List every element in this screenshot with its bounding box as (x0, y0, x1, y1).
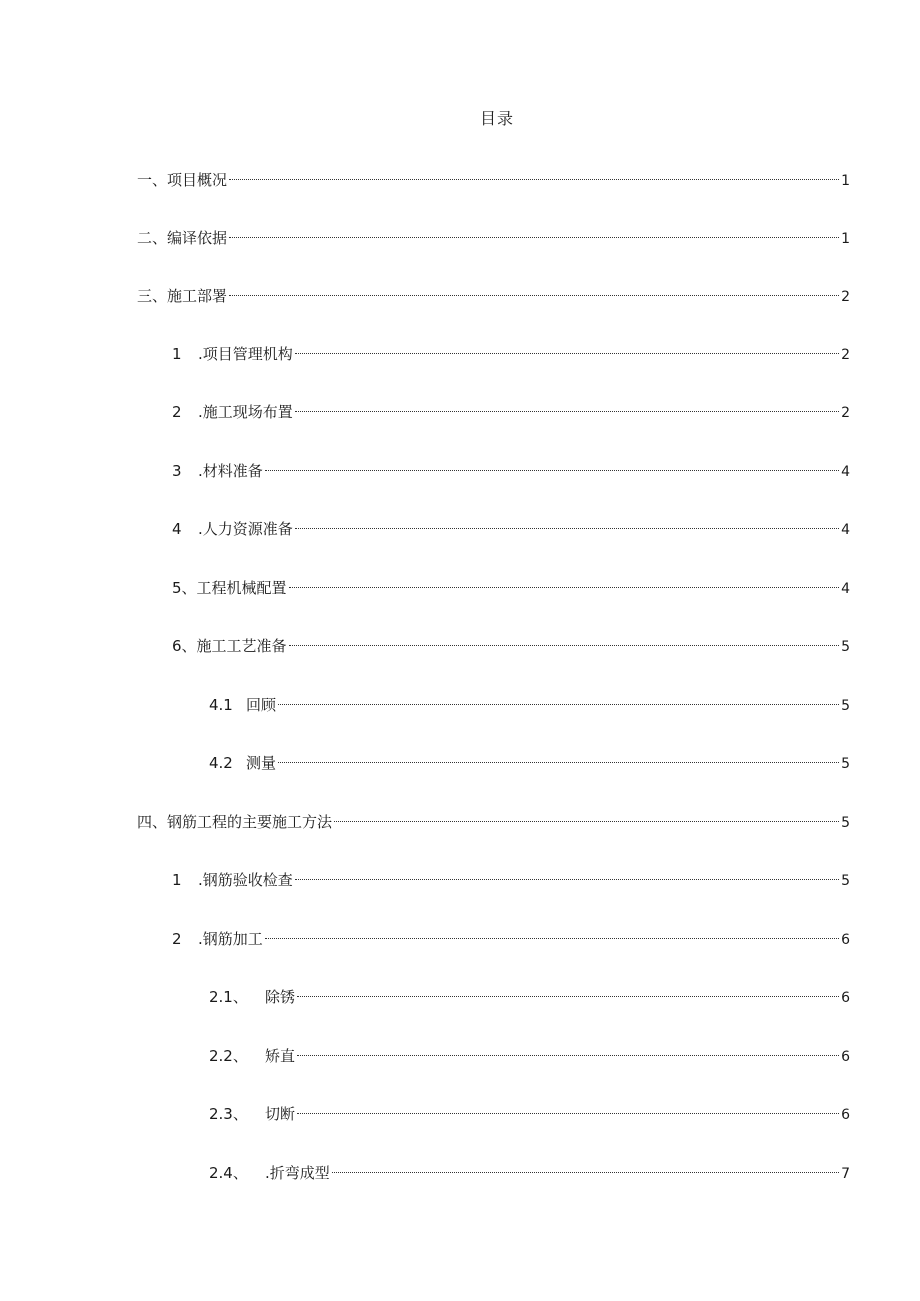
toc-entry-label: 6、施工工艺准备 (172, 637, 287, 655)
dot-leader (265, 938, 839, 939)
toc-entry-page: 5 (841, 815, 850, 831)
toc-entry[interactable] (137, 810, 850, 834)
toc-entry[interactable] (137, 226, 850, 250)
toc-entry-number: 3 (172, 462, 182, 480)
toc-entry-page: 5 (841, 756, 850, 772)
toc-entry[interactable] (209, 1102, 850, 1126)
dot-leader (289, 645, 840, 646)
toc-entry-label: .折弯成型 (265, 1164, 330, 1182)
toc-entry-page: 2 (841, 347, 850, 363)
toc-entry-page: 1 (841, 231, 850, 247)
dot-leader (295, 353, 839, 354)
dot-leader (278, 762, 839, 763)
toc-entry-page: 2 (841, 289, 850, 305)
toc-entry-label: 三、施工部署 (137, 287, 228, 305)
dot-leader (334, 821, 839, 822)
dot-leader (295, 411, 839, 412)
toc-entry-page: 4 (841, 464, 850, 480)
dot-leader (265, 470, 839, 471)
toc-entry-page: 4 (841, 522, 850, 538)
toc-entry-number: 2.3、 (209, 1105, 248, 1123)
toc-entry[interactable] (172, 517, 850, 541)
toc-entry-label: 除锈 (265, 988, 296, 1006)
toc-entry-label: 二、编译依据 (137, 229, 228, 247)
toc-entry-page: 2 (841, 405, 850, 421)
toc-entry[interactable] (209, 1161, 850, 1185)
toc-entry-label: .施工现场布置 (198, 403, 293, 421)
toc-entry-number: 2.2、 (209, 1047, 248, 1065)
toc-entry-label: .人力资源准备 (198, 520, 293, 538)
toc-entry[interactable] (137, 168, 850, 192)
toc-entry[interactable] (209, 1044, 850, 1068)
toc-entry-page: 1 (841, 173, 850, 189)
toc-entry-label: 矫直 (265, 1047, 296, 1065)
toc-entry-page: 6 (841, 990, 850, 1006)
toc-entry-page: 6 (841, 1107, 850, 1123)
toc-entry[interactable] (209, 985, 850, 1009)
toc-entry-page: 6 (841, 1049, 850, 1065)
toc-entry[interactable] (172, 400, 850, 424)
toc-entry-label: 测量 (246, 754, 277, 772)
dot-leader (289, 587, 840, 588)
dot-leader (297, 996, 839, 997)
dot-leader (332, 1172, 839, 1173)
toc-entry[interactable] (172, 927, 850, 951)
toc-entry-number: 2 (172, 930, 182, 948)
dot-leader (229, 295, 839, 296)
toc-entry-label: .项目管理机构 (198, 345, 293, 363)
toc-entry-label: 回顾 (246, 696, 277, 714)
toc-entry[interactable] (172, 342, 850, 366)
toc-entry-label: .材料准备 (198, 462, 263, 480)
toc-entry-number: 2.1、 (209, 988, 248, 1006)
toc-entry-page: 5 (841, 698, 850, 714)
toc-entry[interactable] (209, 751, 850, 775)
toc-entry-number: 2 (172, 403, 182, 421)
toc-entry-label: .钢筋验收检查 (198, 871, 293, 889)
toc-entry-page: 6 (841, 932, 850, 948)
toc-entry-number: 4.1 (209, 696, 233, 714)
toc-entry-number: 4 (172, 520, 182, 538)
toc-entry[interactable] (172, 634, 850, 658)
dot-leader (297, 1113, 839, 1114)
toc-entry-number: 2.4、 (209, 1164, 248, 1182)
toc-entry-page: 5 (841, 639, 850, 655)
toc-entry-number: 1 (172, 871, 182, 889)
dot-leader (295, 879, 839, 880)
toc-entry[interactable] (172, 868, 850, 892)
toc-entry-number: 4.2 (209, 754, 233, 772)
toc-entry[interactable] (172, 576, 850, 600)
toc-title: 目录 (479, 109, 514, 128)
toc-entry-label: 切断 (265, 1105, 296, 1123)
toc-entry-page: 4 (841, 581, 850, 597)
dot-leader (295, 528, 839, 529)
dot-leader (229, 237, 839, 238)
toc-entry[interactable] (172, 459, 850, 483)
toc-entry-number: 1 (172, 345, 182, 363)
toc-entry[interactable] (209, 693, 850, 717)
toc-entry-label: 一、项目概况 (137, 171, 228, 189)
dot-leader (229, 179, 839, 180)
dot-leader (297, 1055, 839, 1056)
toc-entry-label: .钢筋加工 (198, 930, 263, 948)
toc-entry-page: 5 (841, 873, 850, 889)
toc-entry-label: 5、工程机械配置 (172, 579, 287, 597)
toc-entry-page: 7 (841, 1166, 850, 1182)
dot-leader (278, 704, 839, 705)
toc-entry-label: 四、钢筋工程的主要施工方法 (137, 813, 333, 831)
toc-entry[interactable] (137, 284, 850, 308)
